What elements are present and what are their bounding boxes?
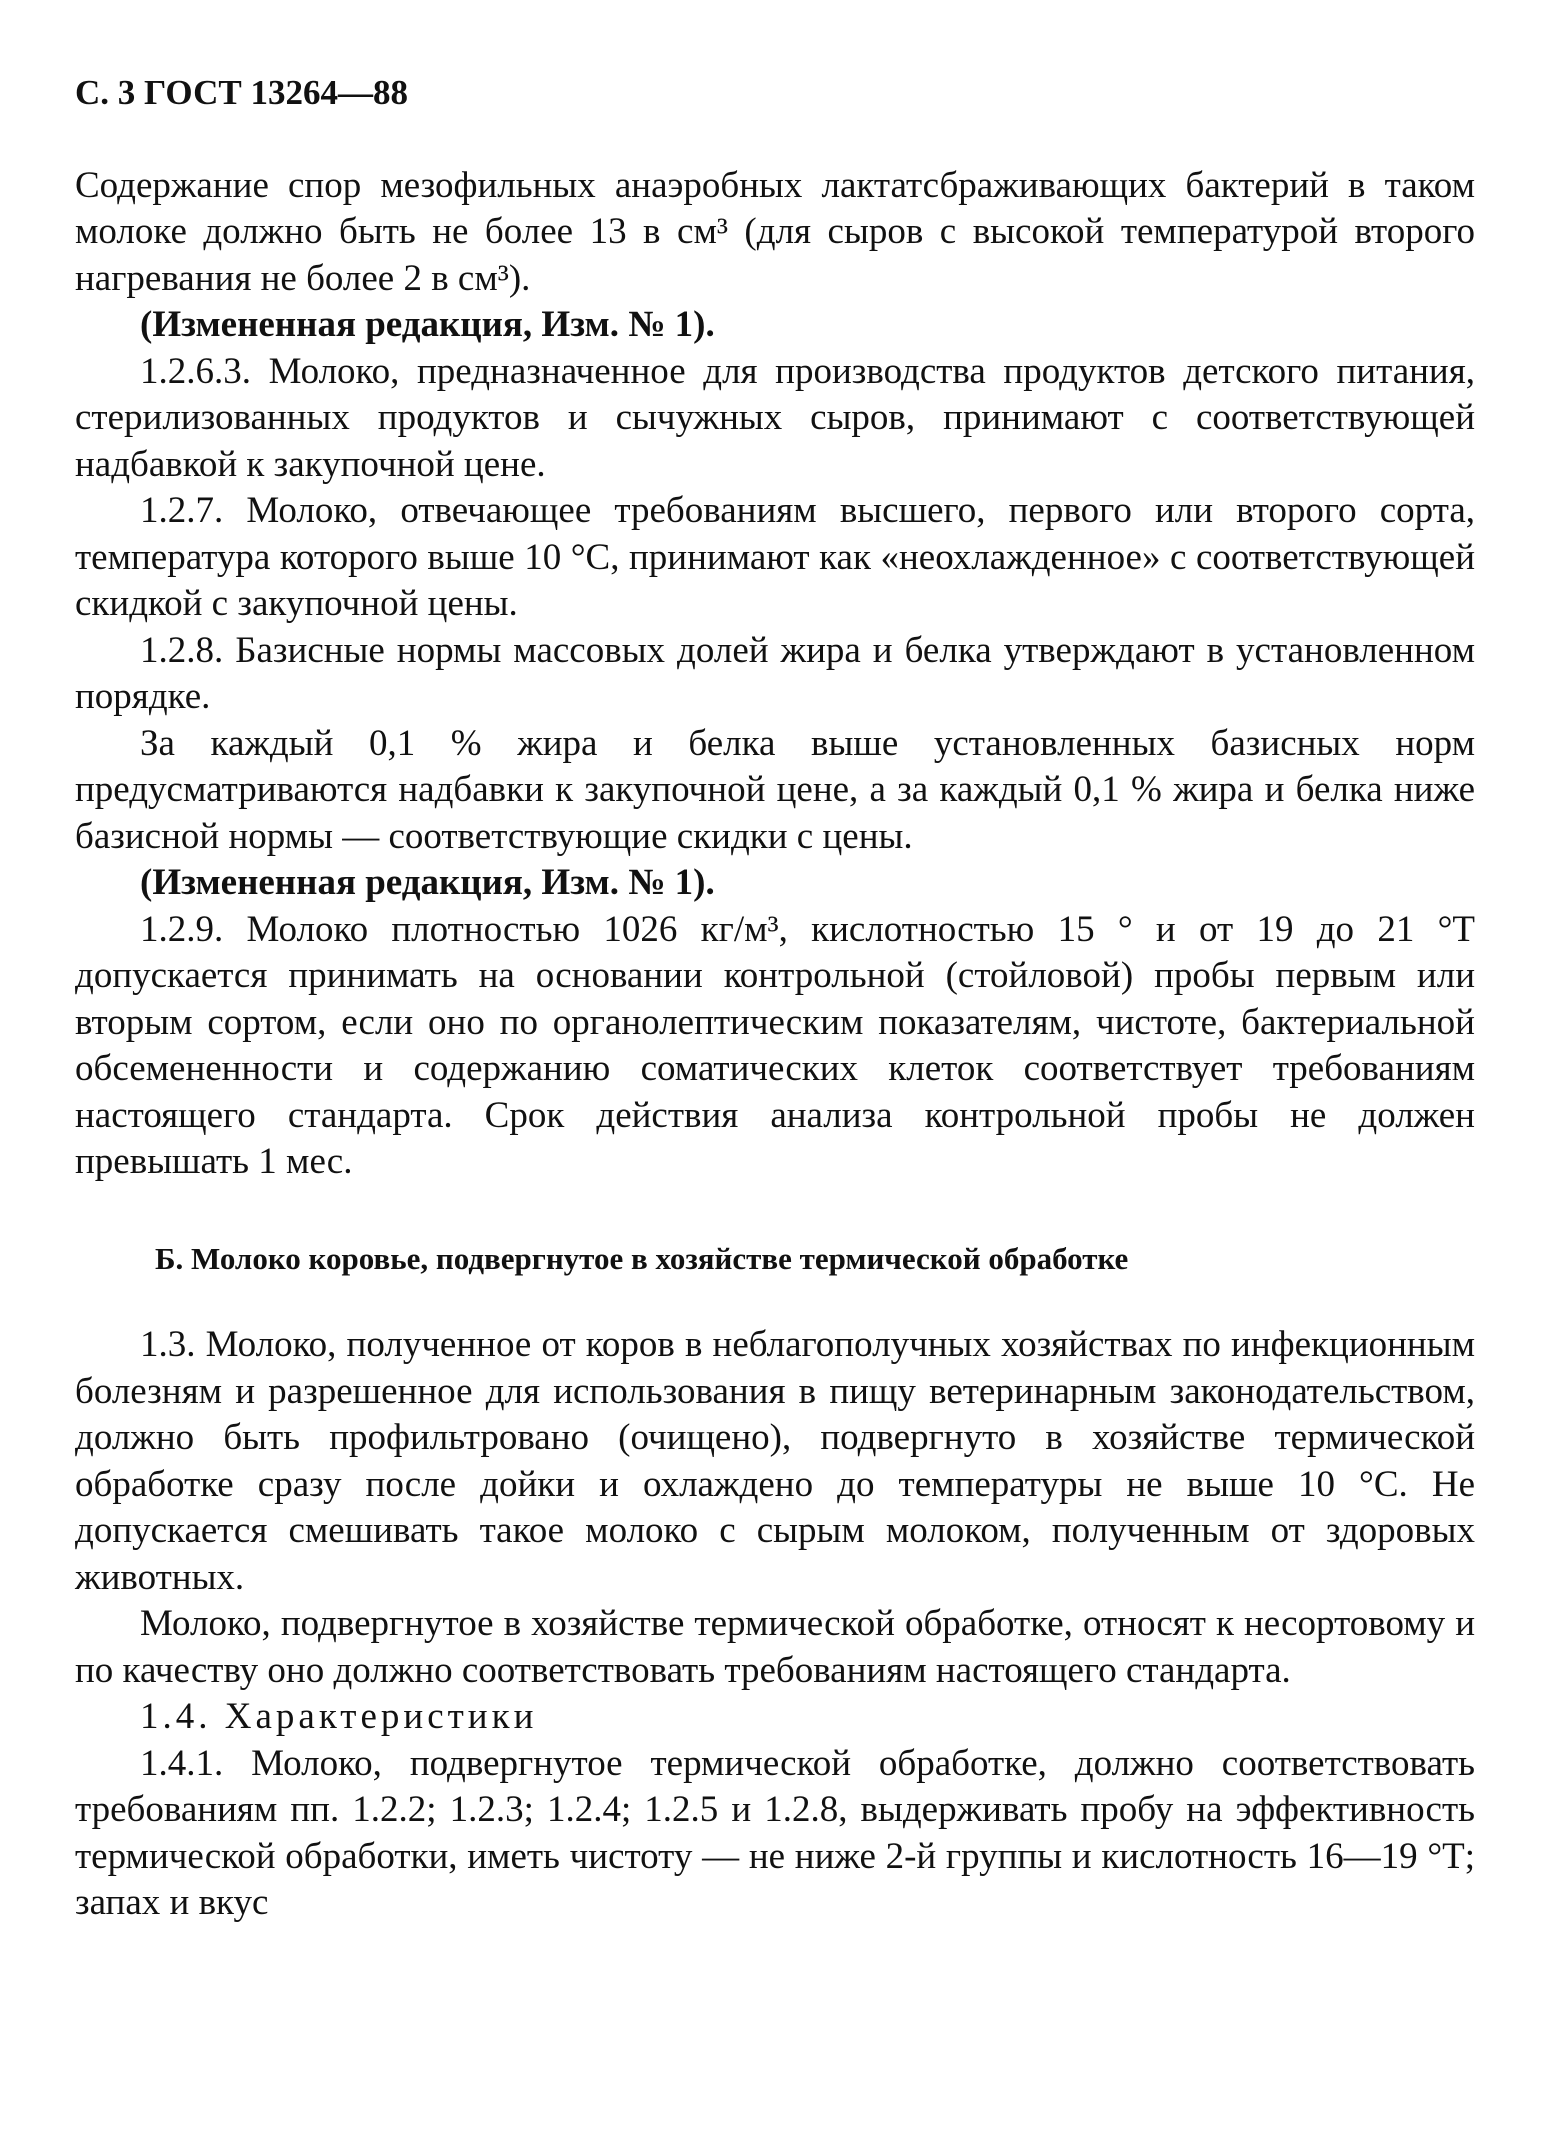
paragraph-1-4-heading: 1.4. Характеристики [140,1696,538,1737]
paragraph-1-3-cont: Молоко, подвергнутое в хозяйстве термической обработке, относят к несортовому и по качеству оно должно соответствовать требованиям настоящего стандарта. [75,1603,1475,1691]
paragraph-1-2-9: 1.2.9. Молоко плотностью 1026 кг/м³, кислотностью 15 ° и от 19 до 21 °Т допускается принимать на основании контрольной (стойловой) пробы первым или вторым сортом, если оно по органолептическим показателям, чистоте, бактериальной обсемененности и содержанию соматических клеток соответствует требованиям настоящего стандарта. Срок действия анализа контрольной пробы не должен превышать 1 мес. [75,908,1475,1182]
paragraph-1-2-8-cont: За каждый 0,1 % жира и белка выше установленных базисных норм предусматриваются надбавки к закупочной цене, а за каждый 0,1 % жира и белка ниже базисной нормы — соответствующие скидки с цены. [75,722,1475,857]
paragraph-spores: Содержание спор мезофильных анаэробных лактатсбраживающих бактерий в таком молоке должно быть не более 13 в см³ (для сыров с высокой температурой второго нагревания не более 2 в см³). [75,164,1475,299]
paragraph-1-2-8: 1.2.8. Базисные нормы массовых долей жира и белка утверждают в установленном порядке. [75,629,1475,717]
paragraph-1-4-1: 1.4.1. Молоко, подвергнутое термической обработке, должно соответствовать требованиям пп. 1.2.2; 1.2.3; 1.2.4; 1.2.5 и 1.2.8, выдерживать пробу на эффективность термической обработки, иметь чистоту — не ниже 2-й группы и кислотность 16—19 °Т; запах и вкус [75,1742,1475,1923]
section-heading-b: Б. Молоко коровье, подвергнутое в хозяйстве термической обработке [155,1240,1129,1276]
amendment-note-2: (Измененная редакция, Изм. № 1). [140,862,715,903]
document-page [75,70,1475,1927]
paragraph-1-3: 1.3. Молоко, полученное от коров в неблагополучных хозяйствах по инфекционным болезням и разрешенное для использования в пищу ветеринарным законодательством, должно быть профильтровано (очищено), подвергнуто в хозяйстве термической обработке сразу после дойки и охлаждено до температуры не выше 10 °С. Не допускается смешивать такое молоко с сырым молоком, полученным от здоровых животных. [75,1324,1475,1598]
page-header: С. 3 ГОСТ 13264—88 [75,73,408,112]
paragraph-1-2-6-3: 1.2.6.3. Молоко, предназначенное для производства продуктов детского питания, стерилизованных продуктов и сычужных сыров, принимают с соответствующей надбавкой к закупочной цене. [75,350,1475,485]
amendment-note-1: (Измененная редакция, Изм. № 1). [140,304,715,345]
paragraph-1-2-7: 1.2.7. Молоко, отвечающее требованиям высшего, первого или второго сорта, температура которого выше 10 °С, принимают как «неохлажденное» с соответствующей скидкой с закупочной цены. [75,490,1475,624]
